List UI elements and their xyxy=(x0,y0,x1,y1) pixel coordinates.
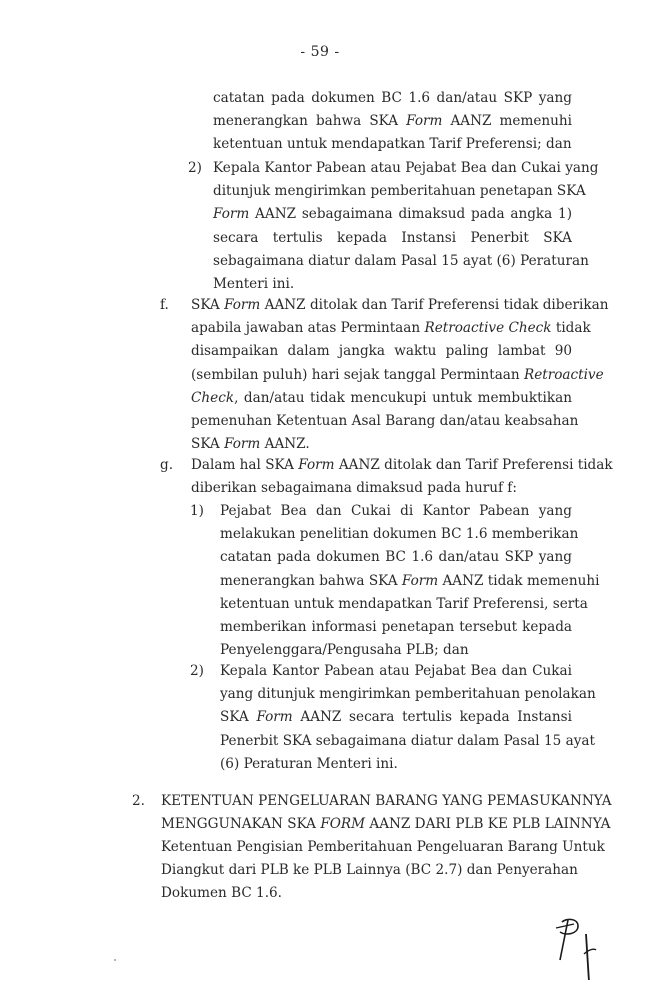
text-line: Penerbit SKA sebagaimana diatur dalam Pasal 15 ayat xyxy=(220,732,595,749)
text-line xyxy=(191,294,609,317)
text-line: Kepala Kantor Pabean atau Pejabat Bea dan Cukai yang xyxy=(213,160,599,176)
text-line: catatan pada dokumen BC 1.6 dan/atau SKP yang xyxy=(220,549,572,566)
handwritten-initials-icon xyxy=(548,910,618,980)
text-run: AANZ. xyxy=(260,436,310,453)
text-line xyxy=(191,317,591,340)
text-run: SKA xyxy=(191,436,225,453)
page-number: - 59 - xyxy=(300,44,340,60)
text-line: Menteri ini. xyxy=(213,276,295,293)
text-line: secara tertulis kepada Instansi Penerbit SKA xyxy=(213,229,572,246)
text-line xyxy=(213,110,572,133)
text-line: diberikan sebagaimana dimaksud pada huruf f: xyxy=(191,480,517,497)
scan-speck xyxy=(114,959,116,961)
text-run: AANZ tidak memenuhi xyxy=(438,572,600,589)
text-line: Kepala Kantor Pabean atau Pejabat Bea dan Cukai xyxy=(220,663,572,679)
item-e2-marker: 2) xyxy=(188,160,202,176)
italic-term: Check xyxy=(191,389,235,406)
text-run: (sembilan puluh) hari sejak tanggal Permintaan xyxy=(191,366,524,383)
text-run: , dan/atau tidak mencukupi untuk membuktikan xyxy=(234,389,572,406)
text-line: ditunjuk mengirimkan pemberitahuan penetapan SKA xyxy=(213,183,586,200)
text-run: menerangkan bahwa SKA xyxy=(213,113,407,130)
italic-term: Form xyxy=(224,297,261,313)
text-run: AANZ secara tertulis kepada Instansi xyxy=(292,709,572,726)
text-line xyxy=(213,203,572,226)
text-line: (6) Peraturan Menteri ini. xyxy=(220,755,398,772)
item-f-marker: f. xyxy=(160,297,169,313)
text-line xyxy=(191,387,572,410)
item-e2-text xyxy=(213,157,599,296)
text-run: tidak xyxy=(551,320,591,337)
section-2-marker: 2. xyxy=(132,793,145,809)
item-g-text xyxy=(191,454,613,500)
text-line: Pejabat Bea dan Cukai di Kantor Pabean yang xyxy=(220,503,572,519)
text-line xyxy=(191,454,613,477)
text-line: yang ditunjuk mengirimkan pemberitahuan penolakan xyxy=(220,686,596,703)
text-run: AANZ sebagaimana dimaksud pada angka 1) xyxy=(249,206,572,223)
text-run: Dalam hal SKA xyxy=(191,457,299,473)
item-g-marker: g. xyxy=(160,457,174,473)
italic-term: Form xyxy=(224,436,261,453)
text-line: catatan pada dokumen BC 1.6 dan/atau SKP yang xyxy=(213,90,572,106)
text-run: AANZ ditolak dan Tarif Preferensi tidak xyxy=(334,457,613,473)
italic-term: Retroactive xyxy=(523,366,604,383)
text-run: menerangkan bahwa SKA xyxy=(220,572,402,589)
item-g2-text xyxy=(220,660,596,776)
section-2-body xyxy=(161,836,605,906)
text-line: disampaikan dalam jangka waktu paling lambat 90 xyxy=(191,343,572,360)
italic-term: Form xyxy=(406,113,443,130)
italic-term: Form xyxy=(256,709,293,726)
text-run: AANZ ditolak dan Tarif Preferensi tidak diberikan xyxy=(260,297,609,313)
text-run: SKA xyxy=(220,709,257,726)
text-line xyxy=(191,364,604,387)
text-line xyxy=(220,706,572,729)
text-line: melakukan penelitian dokumen BC 1.6 memberikan xyxy=(220,526,579,543)
text-line: pemenuhan Ketentuan Asal Barang dan/atau keabsahan xyxy=(191,413,579,430)
text-line xyxy=(161,813,611,836)
section-2-heading xyxy=(161,790,612,836)
item-g1-marker: 1) xyxy=(190,503,204,519)
text-line: Ketentuan Pengisian Pemberitahuan Pengeluaran Barang Untuk xyxy=(161,839,605,855)
text-run: MENGGUNAKAN SKA xyxy=(161,816,321,833)
text-line: Dokumen BC 1.6. xyxy=(161,885,282,902)
text-run: AANZ DARI PLB KE PLB LAINNYA xyxy=(365,816,611,833)
italic-term: Form xyxy=(213,206,250,223)
italic-term: Form xyxy=(401,572,439,589)
item-g2-marker: 2) xyxy=(190,663,204,679)
item-e1-continuation xyxy=(213,87,572,157)
item-f-text xyxy=(191,294,609,456)
text-line: sebagaimana diatur dalam Pasal 15 ayat (6) Peraturan xyxy=(213,252,589,269)
text-run: apabila jawaban atas Permintaan xyxy=(191,320,425,337)
text-line xyxy=(191,433,572,456)
text-line: ketentuan untuk mendapatkan Tarif Preferensi, serta xyxy=(220,595,588,612)
italic-term: FORM xyxy=(320,816,366,833)
text-line: KETENTUAN PENGELUARAN BARANG YANG PEMASUKANNYA xyxy=(161,793,612,809)
text-line xyxy=(220,570,600,593)
text-run: SKA xyxy=(191,297,225,313)
italic-term: Retroactive Check xyxy=(424,320,552,337)
text-line: Penyelenggara/Pengusaha PLB; dan xyxy=(220,642,469,659)
text-run: AANZ memenuhi xyxy=(442,113,572,130)
text-line: Diangkut dari PLB ke PLB Lainnya (BC 2.7) dan Penyerahan xyxy=(161,862,578,879)
item-g1-text xyxy=(220,500,600,662)
text-line: ketentuan untuk mendapatkan Tarif Preferensi; dan xyxy=(213,136,572,153)
text-line: memberikan informasi penetapan tersebut kepada xyxy=(220,619,572,636)
italic-term: Form xyxy=(298,457,335,473)
